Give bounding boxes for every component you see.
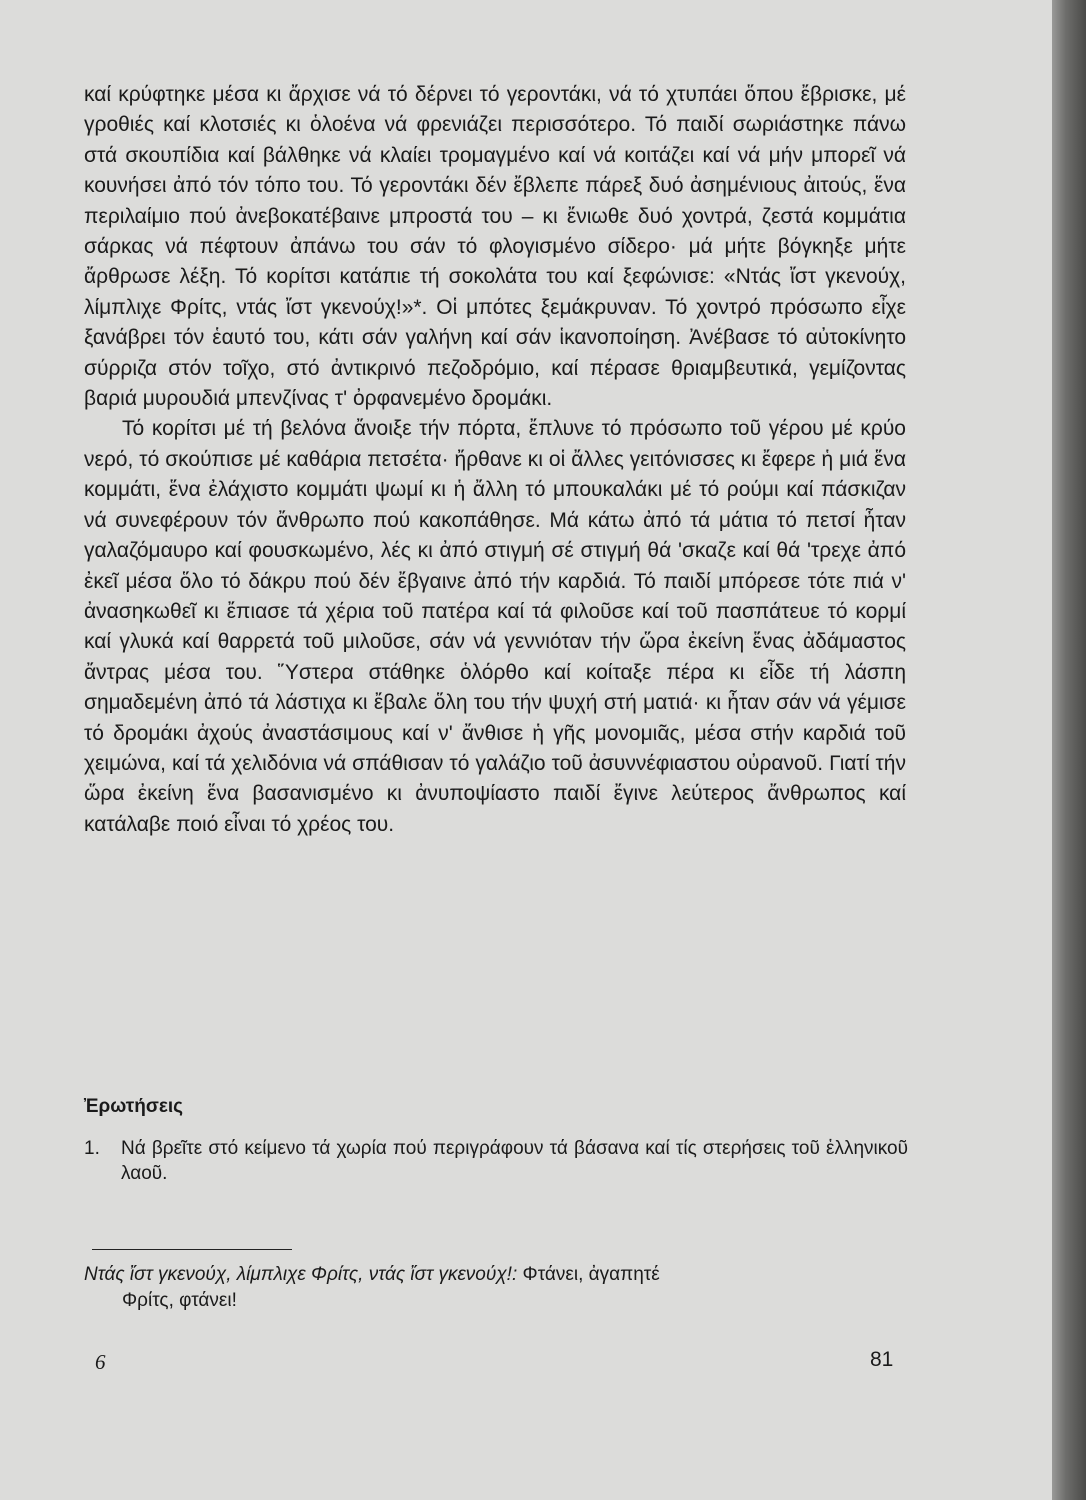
question-text: Νά βρεῖτε στό κείμενο τά χωρία πού περιγράφουν τά βάσανα καί τίς στερήσεις τοῦ ἑλληνικοῦ λαοῦ. (121, 1138, 908, 1184)
questions-heading: Ἐρωτήσεις (84, 1096, 184, 1117)
question-number: 1. (84, 1138, 100, 1159)
body-text (84, 80, 906, 840)
footnote (84, 1262, 910, 1314)
footnote-translation-part-1: Φτάνει, ἀγαπητέ (522, 1264, 660, 1285)
page-number: 81 (870, 1348, 894, 1371)
paragraph-2: Τό κορίτσι μέ τή βελόνα ἄνοιξε τήν πόρτα, ἔπλυνε τό πρόσωπο τοῦ γέρου μέ κρύο νερό, τό σκούπισε μέ καθάρια πετσέτα· ἤρθανε κι οἱ ἄλλες γειτόνισσες κι ἔφερε ἡ μιά ἕνα κομμάτι, ἕνα ἐλάχιστο κομμάτι ψωμί κι ἡ ἄλλη τό μπουκαλάκι μέ τό ρούμι καί πάσκιζαν νά συνεφέρουν τόν ἄνθρωπο πού κακοπάθησε. Μά κάτω ἀπό τά μάτια τό πετσί ἦταν γαλαζόμαυρο καί φουσκωμένο, λές κι ἀπό στιγμή σέ στιγμή θά 'σκαζε καί θά 'τρεχε ἀπό ἐκεῖ μέσα ὅλο τό δάκρυ πού δέν ἔβγαινε ἀπό τήν καρδιά. Τό παιδί μπόρεσε τότε πιά ν' ἀνασηκωθεῖ κι ἔπιασε τά χέρια τοῦ πατέρα καί τά φιλοῦσε καί τοῦ πασπάτευε τό κορμί καί γλυκά καί θαρρετά τοῦ μιλοῦσε, σάν νά γεννιόταν τήν ὥρα ἐκείνη ἕνας ἀδάμαστος ἄντρας μέσα του. Ὕστερα στάθηκε ὁλόρθο καί κοίταξε πέρα κι εἶδε τή λάσπη σημαδεμένη ἀπό τά λάστιχα κι ἔβαλε ὅλη του τήν ψυχή στή ματιά· κι ἦταν σάν νά γέμισε τό δρομάκι ἀχούς ἀναστάσιμους καί ν' ἄνθισε ἡ γῆς μονομιᾶς, μέσα στήν καρδιά τοῦ χειμώνα, καί τά χελιδόνια νά σπάθισαν τό γαλάζιο τοῦ ἀσυννέφιαστου οὐρανοῦ. Γιατί τήν ὥρα ἐκείνη ἕνα βασανισμένο κι ἀνυποψίαστο παιδί ἔγινε λεύτερος ἄνθρωπος καί κατάλαβε ποιό εἶναι τό χρέος του. (84, 417, 906, 836)
footnote-term: Ντάς ἴστ γκενούχ, λίμπλιχε Φρίτς, ντάς ἴστ γκενούχ!: (84, 1264, 518, 1285)
footnote-line-2 (84, 1288, 910, 1314)
signature-mark: 6 (95, 1350, 106, 1374)
paragraph-1: καί κρύφτηκε μέσα κι ἄρχισε νά τό δέρνει τό γεροντάκι, νά τό χτυπάει ὅπου ἔβρισκε, μέ γροθιές καί κλοτσιές κι ὁλοένα νά φρενιάζει περισσότερο. Τό παιδί σωριάστηκε πάνω στά σκουπίδια καί βάλθηκε νά κλαίει τρομαγμένο καί νά κοιτάζει καί νά μήν μπορεῖ νά κουνήσει ἀπό τόν τόπο του. Τό γεροντάκι δέν ἔβλεπε πάρεξ δυό ἀσημένιους ἀιτούς, ἕνα περιλαίμιο πού ἀνεβοκατέβαινε μπροστά του – κι ἔνιωθε δυό χοντρά, ζεστά κομμάτια σάρκας νά πέφτουν ἀπάνω του σάν τό φλογισμένο σίδερο· μά μήτε βόγκηξε μήτε ἄρθρωσε λέξη. Τό κορίτσι κατάπιε τή σοκολάτα του καί ξεφώνισε: «Ντάς ἴστ γκενούχ, λίμπλιχε Φρίτς, ντάς ἴστ γκενούχ!»*. Οἱ μπότες ξεμάκρυναν. Τό χοντρό πρόσωπο εἶχε ξανάβρει τόν ἑαυτό του, κάτι σάν γαλήνη καί σάν ἱκανοποίηση. Ἀνέβασε τό αὐτοκίνητο σύρριζα στόν τοῖχο, στό ἀντικρινό πεζοδρόμιο, καί πέρασε θριαμβευτικά, γεμίζοντας βαριά μυρουδιά μπενζίνας τ' ὀρφανεμένο δρομάκι. (84, 83, 906, 411)
footnote-translation-part-2: Φρίτς, φτάνει! (122, 1290, 237, 1311)
footnote-divider (92, 1249, 292, 1250)
footnote-line-1 (84, 1262, 910, 1288)
page-edge-shadow (1052, 0, 1086, 1500)
question-item (84, 1136, 908, 1186)
